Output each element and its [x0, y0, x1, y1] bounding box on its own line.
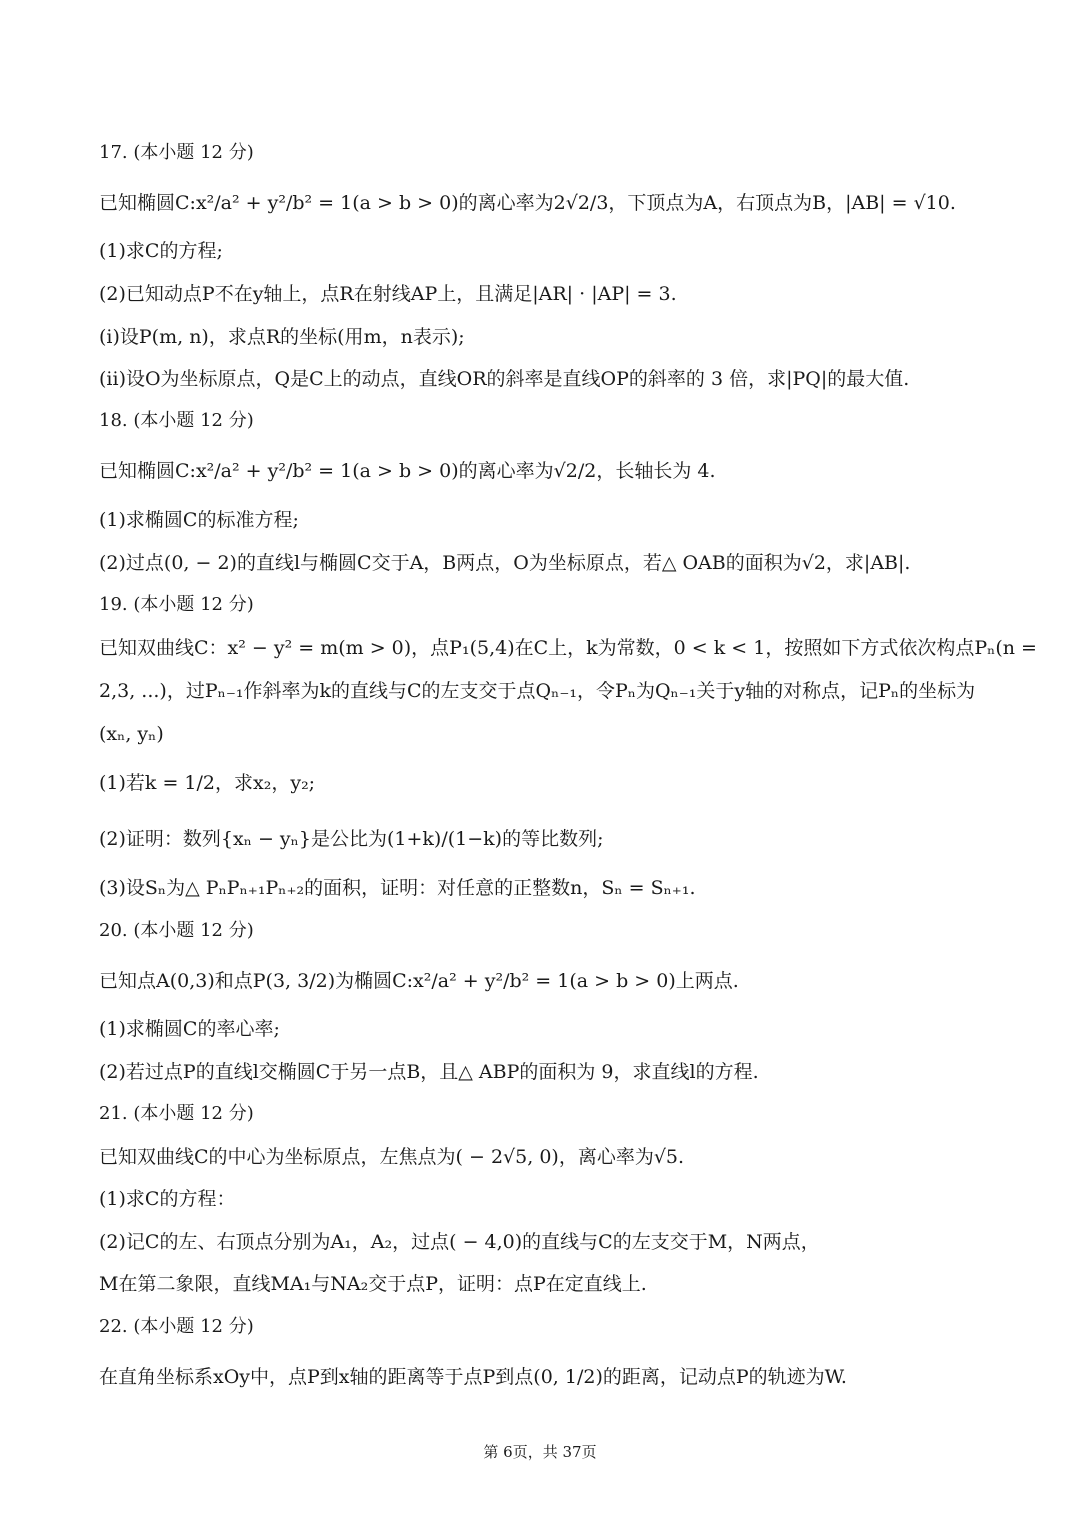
problem-20-part-1: (1)求椭圆C的率心率;	[99, 1018, 280, 1040]
problem-19-part-2: (2)证明：数列{xₙ − yₙ}是公比为(1+k)/(1−k)的等比数列;	[99, 828, 604, 850]
problem-20-stem: 已知点A(0,3)和点P(3, 3/2)为椭圆C:x²/a² + y²/b² = 1(a > b > 0)上两点.	[99, 970, 739, 992]
problem-22-stem: 在直角坐标系xOy中，点P到x轴的距离等于点P到点(0, 1/2)的距离，记动点P的轨迹为W.	[99, 1366, 847, 1388]
problem-17-part-2ii: (ii)设O为坐标原点，Q是C上的动点，直线OR的斜率是直线OP的斜率的 3 倍，求|PQ|的最大值.	[99, 368, 910, 390]
problem-22-header: 22. (本小题 12 分)	[99, 1316, 254, 1337]
problem-19-stem-line-3: (xₙ, yₙ)	[99, 723, 164, 745]
problem-19-part-3: (3)设Sₙ为△ PₙPₙ₊₁Pₙ₊₂的面积，证明：对任意的正整数n，Sₙ = Sₙ₊₁.	[99, 877, 696, 899]
problem-17-header: 17. (本小题 12 分)	[99, 142, 254, 163]
problem-21-part-1: (1)求C的方程：	[99, 1188, 236, 1210]
problem-17-part-2: (2)已知动点P不在y轴上，点R在射线AP上，且满足|AR| · |AP| = 3.	[99, 283, 677, 305]
problem-21-header: 21. (本小题 12 分)	[99, 1103, 254, 1124]
problem-19-header: 19. (本小题 12 分)	[99, 594, 254, 615]
problem-18-header: 18. (本小题 12 分)	[99, 410, 254, 431]
problem-18-part-1: (1)求椭圆C的标准方程;	[99, 509, 299, 531]
problem-21-part-2-cont: M在第二象限，直线MA₁与NA₂交于点P，证明：点P在定直线上.	[99, 1273, 647, 1295]
problem-17-part-1: (1)求C的方程;	[99, 240, 223, 262]
problem-18-part-2: (2)过点(0, − 2)的直线l与椭圆C交于A，B两点，O为坐标原点，若△ OAB的面积为√2，求|AB|.	[99, 552, 911, 574]
problem-17-stem: 已知椭圆C:x²/a² + y²/b² = 1(a > b > 0)的离心率为2√2/3，下顶点为A，右顶点为B，|AB| = √10.	[99, 192, 956, 214]
problem-19-stem-line-2: 2,3, ...)，过Pₙ₋₁作斜率为k的直线与C的左支交于点Qₙ₋₁，令Pₙ为Qₙ₋₁关于y轴的对称点，记Pₙ的坐标为	[99, 680, 976, 702]
problem-17-part-2i: (i)设P(m, n)，求点R的坐标(用m，n表示);	[99, 326, 465, 348]
problem-21-part-2: (2)记C的左、右顶点分别为A₁，A₂，过点( − 4,0)的直线与C的左支交于M，N两点，	[99, 1231, 820, 1253]
page-footer: 第 6页，共 37页	[483, 1443, 597, 1461]
problem-19-part-1: (1)若k = 1/2，求x₂，y₂;	[99, 772, 316, 794]
problem-20-part-2: (2)若过点P的直线l交椭圆C于另一点B，且△ ABP的面积为 9，求直线l的方程.	[99, 1061, 759, 1083]
problem-21-stem: 已知双曲线C的中心为坐标原点，左焦点为( − 2√5, 0)，离心率为√5.	[99, 1146, 685, 1168]
problem-19-stem-line-1: 已知双曲线C：x² − y² = m(m > 0)，点P₁(5,4)在C上，k为常数，0 < k < 1，按照如下方式依次构点Pₙ(n =	[99, 637, 1037, 659]
problem-20-header: 20. (本小题 12 分)	[99, 920, 254, 941]
problem-18-stem: 已知椭圆C:x²/a² + y²/b² = 1(a > b > 0)的离心率为√2/2，长轴长为 4.	[99, 460, 716, 482]
